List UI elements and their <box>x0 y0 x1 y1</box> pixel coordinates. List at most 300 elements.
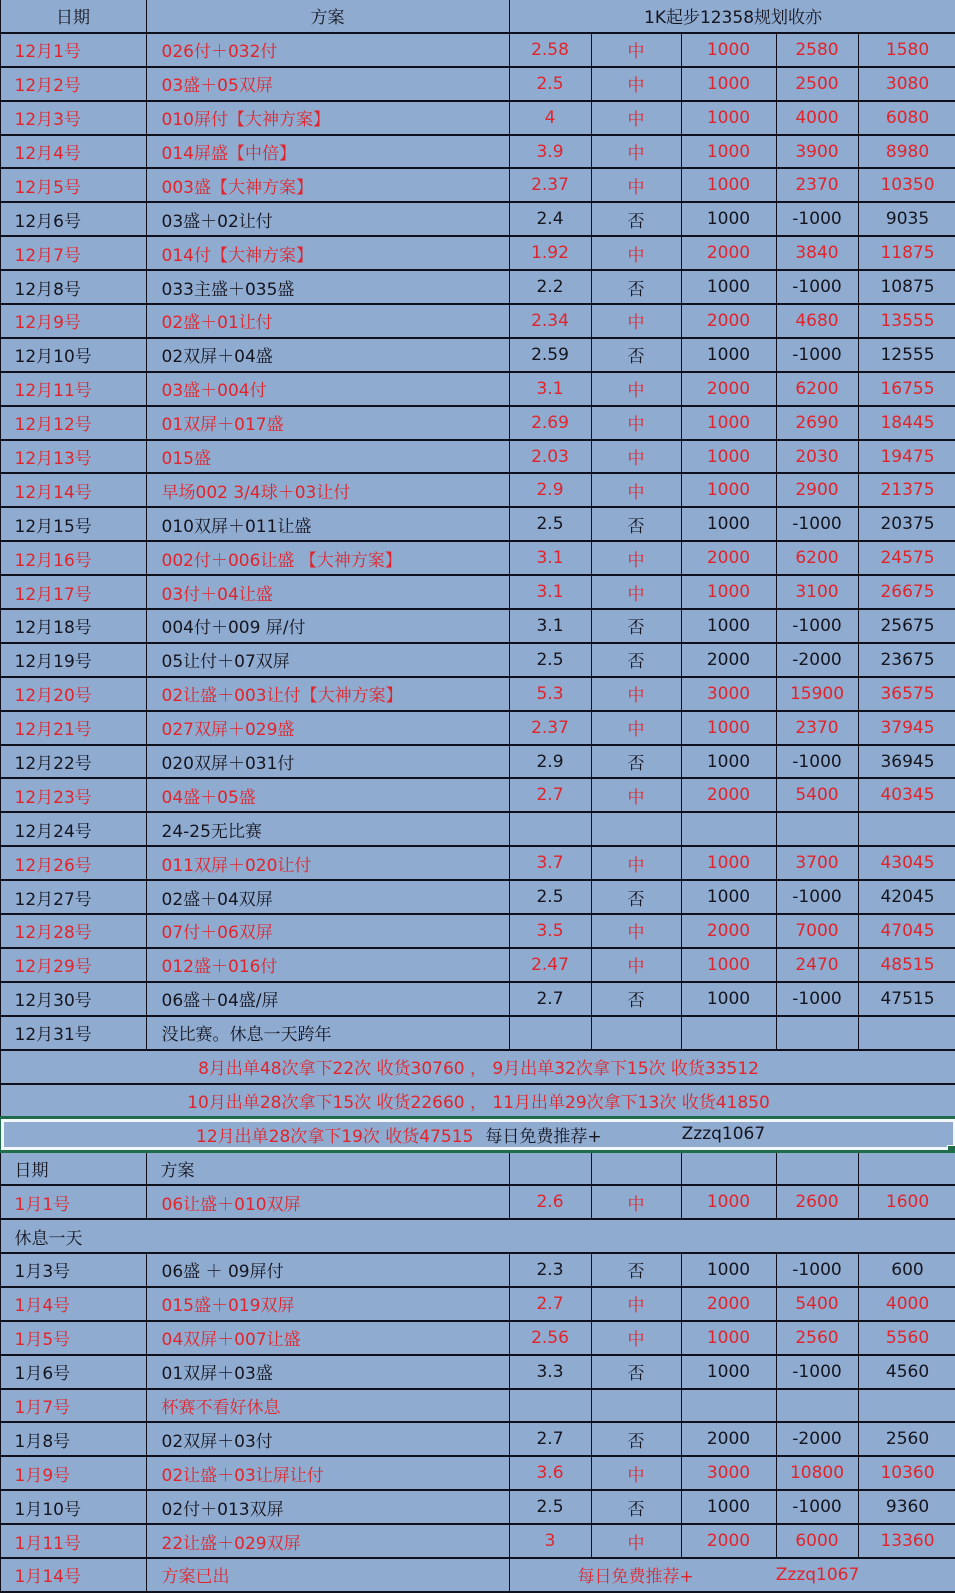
plan-cell[interactable]: 02双屏＋04盛 <box>146 338 509 372</box>
plan-cell[interactable]: 06盛＋04盛/屏 <box>146 982 509 1016</box>
result-cell[interactable]: 中 <box>591 575 681 609</box>
win-cell[interactable]: 4000 <box>776 101 858 135</box>
result-cell[interactable]: 中 <box>591 406 681 440</box>
odds-cell[interactable]: 2.7 <box>509 1422 591 1456</box>
total-cell[interactable]: 13360 <box>858 1524 955 1558</box>
plan-cell[interactable]: 24-25无比赛 <box>146 812 509 846</box>
stake-cell[interactable]: 3000 <box>681 1456 776 1490</box>
result-cell[interactable]: 中 <box>591 846 681 880</box>
win-cell[interactable] <box>776 1016 858 1050</box>
win-cell[interactable]: 15900 <box>776 677 858 711</box>
odds-cell[interactable]: 2.4 <box>509 202 591 236</box>
win-cell[interactable]: -1000 <box>776 338 858 372</box>
win-cell[interactable]: 10800 <box>776 1456 858 1490</box>
result-cell[interactable]: 否 <box>591 338 681 372</box>
odds-cell[interactable] <box>509 1016 591 1050</box>
plan-cell[interactable]: 026付＋032付 <box>146 33 509 67</box>
date-cell[interactable]: 12月4号 <box>0 135 146 169</box>
odds-cell[interactable]: 2.5 <box>509 1490 591 1524</box>
date-cell[interactable]: 1月5号 <box>0 1321 146 1355</box>
stake-cell[interactable]: 1000 <box>681 1490 776 1524</box>
result-cell[interactable]: 中 <box>591 1456 681 1490</box>
stake-cell[interactable]: 2000 <box>681 1287 776 1321</box>
date-cell[interactable]: 12月17号 <box>0 575 146 609</box>
stake-cell[interactable]: 3000 <box>681 677 776 711</box>
stake-cell[interactable]: 1000 <box>681 1253 776 1287</box>
header-plan-title[interactable]: 1K起步12358规划收亦 <box>509 0 955 33</box>
plan-cell[interactable]: 07付＋06双屏 <box>146 914 509 948</box>
stake-cell[interactable]: 1000 <box>681 745 776 779</box>
total-cell[interactable]: 47515 <box>858 982 955 1016</box>
total-cell[interactable]: 3080 <box>858 67 955 101</box>
win-cell[interactable]: 7000 <box>776 914 858 948</box>
date-cell[interactable]: 12月12号 <box>0 406 146 440</box>
date-cell[interactable]: 12月5号 <box>0 168 146 202</box>
result-cell[interactable]: 中 <box>591 677 681 711</box>
total-cell[interactable]: 18445 <box>858 406 955 440</box>
odds-cell[interactable]: 2.5 <box>509 643 591 677</box>
win-cell[interactable] <box>776 812 858 846</box>
win-cell[interactable]: 2690 <box>776 406 858 440</box>
total-cell[interactable]: 4560 <box>858 1355 955 1389</box>
total-cell[interactable]: 13555 <box>858 304 955 338</box>
date-cell[interactable]: 12月31号 <box>0 1016 146 1050</box>
win-cell[interactable]: 5400 <box>776 778 858 812</box>
stake-cell[interactable]: 1000 <box>681 440 776 474</box>
stake-cell[interactable]: 2000 <box>681 643 776 677</box>
odds-cell[interactable]: 2.5 <box>509 880 591 914</box>
win-cell[interactable]: -2000 <box>776 643 858 677</box>
header2-empty-cell[interactable] <box>591 1151 681 1185</box>
date-cell[interactable]: 1月9号 <box>0 1456 146 1490</box>
result-cell[interactable]: 中 <box>591 1524 681 1558</box>
date-cell[interactable]: 12月30号 <box>0 982 146 1016</box>
stake-cell[interactable]: 1000 <box>681 202 776 236</box>
plan-cell[interactable]: 027双屏＋029盛 <box>146 711 509 745</box>
total-cell[interactable]: 26675 <box>858 575 955 609</box>
date-cell[interactable]: 12月20号 <box>0 677 146 711</box>
stake-cell[interactable]: 1000 <box>681 846 776 880</box>
stake-cell[interactable]: 1000 <box>681 575 776 609</box>
win-cell[interactable]: 6200 <box>776 372 858 406</box>
odds-cell[interactable]: 2.5 <box>509 67 591 101</box>
stake-cell[interactable]: 2000 <box>681 1524 776 1558</box>
result-cell[interactable]: 中 <box>591 1321 681 1355</box>
plan-cell[interactable]: 02让盛＋003让付【大神方案】 <box>146 677 509 711</box>
win-cell[interactable]: -1000 <box>776 507 858 541</box>
win-cell[interactable]: 2500 <box>776 67 858 101</box>
stake-cell[interactable]: 2000 <box>681 304 776 338</box>
plan-cell[interactable]: 22让盛＋029双屏 <box>146 1524 509 1558</box>
result-cell[interactable]: 否 <box>591 1355 681 1389</box>
plan-cell[interactable]: 015盛＋019双屏 <box>146 1287 509 1321</box>
result-cell[interactable]: 中 <box>591 236 681 270</box>
odds-cell[interactable]: 2.7 <box>509 1287 591 1321</box>
summary-aug-sep[interactable]: 8月出单48次拿下22次 收货30760 ， 9月出单32次拿下15次 收货33512 <box>0 1050 955 1084</box>
result-cell[interactable] <box>591 812 681 846</box>
plan-cell[interactable]: 010双屏＋011让盛 <box>146 507 509 541</box>
result-cell[interactable]: 中 <box>591 440 681 474</box>
odds-cell[interactable]: 5.3 <box>509 677 591 711</box>
odds-cell[interactable]: 3.5 <box>509 914 591 948</box>
plan-cell[interactable]: 033主盛＋035盛 <box>146 270 509 304</box>
total-cell[interactable]: 16755 <box>858 372 955 406</box>
result-cell[interactable]: 中 <box>591 135 681 169</box>
total-cell[interactable]: 10350 <box>858 168 955 202</box>
date-cell[interactable]: 1月1号 <box>0 1185 146 1219</box>
date-cell[interactable]: 12月24号 <box>0 812 146 846</box>
odds-cell[interactable]: 3 <box>509 1524 591 1558</box>
result-cell[interactable]: 中 <box>591 914 681 948</box>
date-cell[interactable]: 12月29号 <box>0 948 146 982</box>
date-cell[interactable]: 1月10号 <box>0 1490 146 1524</box>
stake-cell[interactable]: 2000 <box>681 541 776 575</box>
win-cell[interactable]: 3900 <box>776 135 858 169</box>
win-cell[interactable]: 2560 <box>776 1321 858 1355</box>
summary-row-dec-selected <box>0 1117 955 1151</box>
date-cell[interactable]: 1月6号 <box>0 1355 146 1389</box>
header2-empty-cell[interactable] <box>681 1151 776 1185</box>
plan-cell[interactable]: 014付【大神方案】 <box>146 236 509 270</box>
date-cell[interactable]: 12月6号 <box>0 202 146 236</box>
result-cell[interactable]: 中 <box>591 372 681 406</box>
odds-cell[interactable] <box>509 812 591 846</box>
plan-cell[interactable]: 06让盛＋010双屏 <box>146 1185 509 1219</box>
win-cell[interactable]: 2900 <box>776 473 858 507</box>
result-cell[interactable]: 否 <box>591 507 681 541</box>
stake-cell[interactable]: 1000 <box>681 270 776 304</box>
stake-cell[interactable]: 1000 <box>681 33 776 67</box>
stake-cell[interactable]: 1000 <box>681 948 776 982</box>
total-cell[interactable]: 1600 <box>858 1185 955 1219</box>
total-cell[interactable]: 9360 <box>858 1490 955 1524</box>
odds-cell[interactable]: 2.34 <box>509 304 591 338</box>
win-cell[interactable]: 6000 <box>776 1524 858 1558</box>
plan-cell[interactable]: 011双屏＋020让付 <box>146 846 509 880</box>
result-cell[interactable] <box>591 1389 681 1423</box>
win-cell[interactable]: -1000 <box>776 1253 858 1287</box>
total-cell[interactable]: 24575 <box>858 541 955 575</box>
header2-empty-cell[interactable] <box>858 1151 955 1185</box>
odds-cell[interactable]: 2.7 <box>509 778 591 812</box>
date-cell[interactable]: 12月1号 <box>0 33 146 67</box>
odds-cell[interactable]: 3.6 <box>509 1456 591 1490</box>
odds-cell[interactable]: 3.1 <box>509 575 591 609</box>
date-cell[interactable]: 12月3号 <box>0 101 146 135</box>
plan-cell[interactable]: 004付＋009 屏/付 <box>146 609 509 643</box>
plan-cell[interactable]: 01双屏＋017盛 <box>146 406 509 440</box>
win-cell[interactable]: -1000 <box>776 982 858 1016</box>
total-cell[interactable]: 2560 <box>858 1422 955 1456</box>
plan-cell[interactable]: 06盛 ＋ 09屏付 <box>146 1253 509 1287</box>
plan-cell[interactable]: 014屏盛【中倍】 <box>146 135 509 169</box>
result-cell[interactable]: 中 <box>591 778 681 812</box>
total-cell[interactable]: 48515 <box>858 948 955 982</box>
stake-cell[interactable]: 2000 <box>681 914 776 948</box>
win-cell[interactable]: 3840 <box>776 236 858 270</box>
date-cell[interactable]: 12月2号 <box>0 67 146 101</box>
total-cell[interactable]: 10360 <box>858 1456 955 1490</box>
date-cell[interactable]: 12月8号 <box>0 270 146 304</box>
odds-cell[interactable]: 2.59 <box>509 338 591 372</box>
total-cell[interactable]: 1580 <box>858 33 955 67</box>
rest-day-note[interactable]: 休息一天 <box>0 1219 955 1253</box>
total-cell[interactable]: 43045 <box>858 846 955 880</box>
date-cell[interactable]: 12月15号 <box>0 507 146 541</box>
stake-cell[interactable]: 1000 <box>681 67 776 101</box>
header2-empty-cell[interactable] <box>776 1151 858 1185</box>
stake-cell[interactable]: 1000 <box>681 880 776 914</box>
date-cell[interactable]: 1月14号 <box>0 1558 146 1592</box>
result-cell[interactable]: 否 <box>591 982 681 1016</box>
date-cell[interactable]: 12月21号 <box>0 711 146 745</box>
result-cell[interactable]: 否 <box>591 1490 681 1524</box>
summary-dec-cell[interactable] <box>0 1117 955 1151</box>
win-cell[interactable]: -1000 <box>776 880 858 914</box>
odds-cell[interactable]: 2.7 <box>509 982 591 1016</box>
date-cell[interactable]: 12月23号 <box>0 778 146 812</box>
plan-cell[interactable]: 002付＋006让盛 【大神方案】 <box>146 541 509 575</box>
odds-cell[interactable]: 2.3 <box>509 1253 591 1287</box>
result-cell[interactable]: 中 <box>591 67 681 101</box>
stake-cell[interactable]: 1000 <box>681 101 776 135</box>
odds-cell[interactable]: 3.7 <box>509 846 591 880</box>
stake-cell[interactable]: 1000 <box>681 406 776 440</box>
plan-cell[interactable]: 02盛＋01让付 <box>146 304 509 338</box>
header2-date[interactable]: 日期 <box>0 1151 146 1185</box>
total-cell[interactable]: 11875 <box>858 236 955 270</box>
win-cell[interactable]: 2370 <box>776 168 858 202</box>
stake-cell[interactable]: 1000 <box>681 338 776 372</box>
total-cell[interactable]: 10875 <box>858 270 955 304</box>
selection-fill-handle[interactable] <box>947 1145 955 1152</box>
odds-cell[interactable]: 2.47 <box>509 948 591 982</box>
total-cell[interactable] <box>858 1389 955 1423</box>
odds-cell[interactable]: 2.69 <box>509 406 591 440</box>
header2-plan[interactable]: 方案 <box>146 1151 509 1185</box>
date-cell[interactable]: 12月14号 <box>0 473 146 507</box>
win-cell[interactable]: -1000 <box>776 202 858 236</box>
stake-cell[interactable]: 2000 <box>681 778 776 812</box>
date-cell[interactable]: 1月7号 <box>0 1389 146 1423</box>
result-cell[interactable]: 中 <box>591 541 681 575</box>
odds-cell[interactable]: 2.03 <box>509 440 591 474</box>
win-cell[interactable]: 6200 <box>776 541 858 575</box>
odds-cell[interactable]: 2.58 <box>509 33 591 67</box>
date-cell[interactable]: 12月28号 <box>0 914 146 948</box>
header2-empty-cell[interactable] <box>509 1151 591 1185</box>
total-cell[interactable]: 36575 <box>858 677 955 711</box>
total-cell[interactable]: 36945 <box>858 745 955 779</box>
total-cell[interactable]: 9035 <box>858 202 955 236</box>
stake-cell[interactable]: 1000 <box>681 609 776 643</box>
date-cell[interactable]: 12月13号 <box>0 440 146 474</box>
date-cell[interactable]: 12月22号 <box>0 745 146 779</box>
plan-cell[interactable]: 02盛＋04双屏 <box>146 880 509 914</box>
result-cell[interactable]: 否 <box>591 1253 681 1287</box>
odds-cell[interactable]: 2.37 <box>509 168 591 202</box>
result-cell[interactable]: 否 <box>591 270 681 304</box>
plan-cell[interactable]: 02付＋013双屏 <box>146 1490 509 1524</box>
win-cell[interactable]: 3100 <box>776 575 858 609</box>
total-cell[interactable]: 42045 <box>858 880 955 914</box>
date-cell[interactable]: 12月19号 <box>0 643 146 677</box>
stake-cell[interactable]: 1000 <box>681 507 776 541</box>
plan-cell[interactable]: 04双屏＋007让盛 <box>146 1321 509 1355</box>
result-cell[interactable]: 中 <box>591 948 681 982</box>
plan-cell[interactable]: 020双屏＋031付 <box>146 745 509 779</box>
win-cell[interactable]: -1000 <box>776 1355 858 1389</box>
result-cell[interactable]: 中 <box>591 168 681 202</box>
plan-cell[interactable]: 03盛＋02让付 <box>146 202 509 236</box>
plan-cell[interactable]: 早场002 3/4球＋03让付 <box>146 473 509 507</box>
total-cell[interactable]: 40345 <box>858 778 955 812</box>
result-cell[interactable]: 否 <box>591 880 681 914</box>
result-cell[interactable]: 否 <box>591 1422 681 1456</box>
stake-cell[interactable] <box>681 812 776 846</box>
odds-cell[interactable]: 3.9 <box>509 135 591 169</box>
table-row <box>0 338 955 372</box>
plan-cell[interactable]: 05让付＋07双屏 <box>146 643 509 677</box>
odds-cell[interactable]: 3.3 <box>509 1355 591 1389</box>
result-cell[interactable]: 中 <box>591 1185 681 1219</box>
result-cell[interactable]: 中 <box>591 101 681 135</box>
plan-cell[interactable]: 01双屏＋03盛 <box>146 1355 509 1389</box>
plan-cell[interactable]: 012盛＋016付 <box>146 948 509 982</box>
plan-cell[interactable]: 没比赛。休息一天跨年 <box>146 1016 509 1050</box>
date-cell[interactable]: 12月16号 <box>0 541 146 575</box>
stake-cell[interactable]: 1000 <box>681 711 776 745</box>
stake-cell[interactable]: 2000 <box>681 236 776 270</box>
total-cell[interactable] <box>858 1016 955 1050</box>
summary-oct-nov[interactable]: 10月出单28次拿下15次 收货22660 ， 11月出单29次拿下13次 收货41850 <box>0 1084 955 1118</box>
odds-cell[interactable]: 2.6 <box>509 1185 591 1219</box>
result-cell[interactable] <box>591 1016 681 1050</box>
plan-cell[interactable]: 方案已出 <box>146 1558 509 1592</box>
total-cell[interactable]: 600 <box>858 1253 955 1287</box>
date-cell[interactable]: 12月27号 <box>0 880 146 914</box>
odds-cell[interactable]: 2.5 <box>509 507 591 541</box>
total-cell[interactable] <box>858 812 955 846</box>
stake-cell[interactable]: 1000 <box>681 982 776 1016</box>
odds-cell[interactable]: 2.9 <box>509 473 591 507</box>
total-cell[interactable]: 47045 <box>858 914 955 948</box>
win-cell[interactable]: 5400 <box>776 1287 858 1321</box>
total-cell[interactable]: 12555 <box>858 338 955 372</box>
date-cell[interactable]: 12月18号 <box>0 609 146 643</box>
odds-cell[interactable]: 2.37 <box>509 711 591 745</box>
date-cell[interactable]: 1月8号 <box>0 1422 146 1456</box>
result-cell[interactable]: 中 <box>591 33 681 67</box>
plan-cell[interactable]: 04盛＋05盛 <box>146 778 509 812</box>
plan-cell[interactable]: 015盛 <box>146 440 509 474</box>
odds-cell[interactable]: 3.1 <box>509 541 591 575</box>
stake-cell[interactable]: 2000 <box>681 1422 776 1456</box>
date-cell[interactable]: 12月10号 <box>0 338 146 372</box>
date-cell[interactable]: 12月26号 <box>0 846 146 880</box>
win-cell[interactable]: -1000 <box>776 745 858 779</box>
date-cell[interactable]: 12月9号 <box>0 304 146 338</box>
plan-cell[interactable]: 杯赛不看好休息 <box>146 1389 509 1423</box>
total-cell[interactable]: 6080 <box>858 101 955 135</box>
total-cell[interactable]: 4000 <box>858 1287 955 1321</box>
odds-cell[interactable]: 1.92 <box>509 236 591 270</box>
win-cell[interactable]: 2370 <box>776 711 858 745</box>
stake-cell[interactable]: 1000 <box>681 135 776 169</box>
stake-cell[interactable]: 1000 <box>681 473 776 507</box>
odds-cell[interactable] <box>509 1389 591 1423</box>
win-cell[interactable]: 4680 <box>776 304 858 338</box>
header-date[interactable]: 日期 <box>0 0 146 33</box>
plan-cell[interactable]: 02双屏＋03付 <box>146 1422 509 1456</box>
odds-cell[interactable]: 2.2 <box>509 270 591 304</box>
total-cell[interactable]: 5560 <box>858 1321 955 1355</box>
win-cell[interactable]: -1000 <box>776 1490 858 1524</box>
date-cell[interactable]: 1月3号 <box>0 1253 146 1287</box>
win-cell[interactable]: 2030 <box>776 440 858 474</box>
total-cell[interactable]: 20375 <box>858 507 955 541</box>
total-cell[interactable]: 23675 <box>858 643 955 677</box>
odds-cell[interactable]: 2.56 <box>509 1321 591 1355</box>
total-cell[interactable]: 25675 <box>858 609 955 643</box>
plan-cell[interactable]: 03盛＋004付 <box>146 372 509 406</box>
result-cell[interactable]: 中 <box>591 1287 681 1321</box>
stake-cell[interactable] <box>681 1389 776 1423</box>
total-cell[interactable]: 8980 <box>858 135 955 169</box>
result-cell[interactable]: 中 <box>591 711 681 745</box>
odds-cell[interactable]: 2.9 <box>509 745 591 779</box>
footer-promo-cell[interactable] <box>509 1558 955 1592</box>
plan-cell[interactable]: 02让盛＋03让屏让付 <box>146 1456 509 1490</box>
date-cell[interactable]: 12月11号 <box>0 372 146 406</box>
result-cell[interactable]: 否 <box>591 202 681 236</box>
date-cell[interactable]: 1月11号 <box>0 1524 146 1558</box>
odds-cell[interactable]: 4 <box>509 101 591 135</box>
date-cell[interactable]: 1月4号 <box>0 1287 146 1321</box>
total-cell[interactable]: 21375 <box>858 473 955 507</box>
win-cell[interactable]: 2580 <box>776 33 858 67</box>
result-cell[interactable]: 否 <box>591 745 681 779</box>
win-cell[interactable]: -1000 <box>776 609 858 643</box>
plan-cell[interactable]: 010屏付【大神方案】 <box>146 101 509 135</box>
win-cell[interactable] <box>776 1389 858 1423</box>
win-cell[interactable]: 2470 <box>776 948 858 982</box>
total-cell[interactable]: 19475 <box>858 440 955 474</box>
plan-cell[interactable]: 03付＋04让盛 <box>146 575 509 609</box>
stake-cell[interactable]: 1000 <box>681 1185 776 1219</box>
odds-cell[interactable]: 3.1 <box>509 609 591 643</box>
result-cell[interactable]: 否 <box>591 643 681 677</box>
plan-cell[interactable]: 03盛＋05双屏 <box>146 67 509 101</box>
stake-cell[interactable]: 2000 <box>681 372 776 406</box>
stake-cell[interactable]: 1000 <box>681 1355 776 1389</box>
win-cell[interactable]: -1000 <box>776 270 858 304</box>
total-cell[interactable]: 37945 <box>858 711 955 745</box>
win-cell[interactable]: -2000 <box>776 1422 858 1456</box>
stake-cell[interactable] <box>681 1016 776 1050</box>
win-cell[interactable]: 2600 <box>776 1185 858 1219</box>
result-cell[interactable]: 中 <box>591 304 681 338</box>
result-cell[interactable]: 否 <box>591 609 681 643</box>
stake-cell[interactable]: 1000 <box>681 1321 776 1355</box>
odds-cell[interactable]: 3.1 <box>509 372 591 406</box>
win-cell[interactable]: 3700 <box>776 846 858 880</box>
date-cell[interactable]: 12月7号 <box>0 236 146 270</box>
header-plan[interactable]: 方案 <box>146 0 509 33</box>
stake-cell[interactable]: 1000 <box>681 168 776 202</box>
result-cell[interactable]: 中 <box>591 473 681 507</box>
plan-cell[interactable]: 003盛【大神方案】 <box>146 168 509 202</box>
